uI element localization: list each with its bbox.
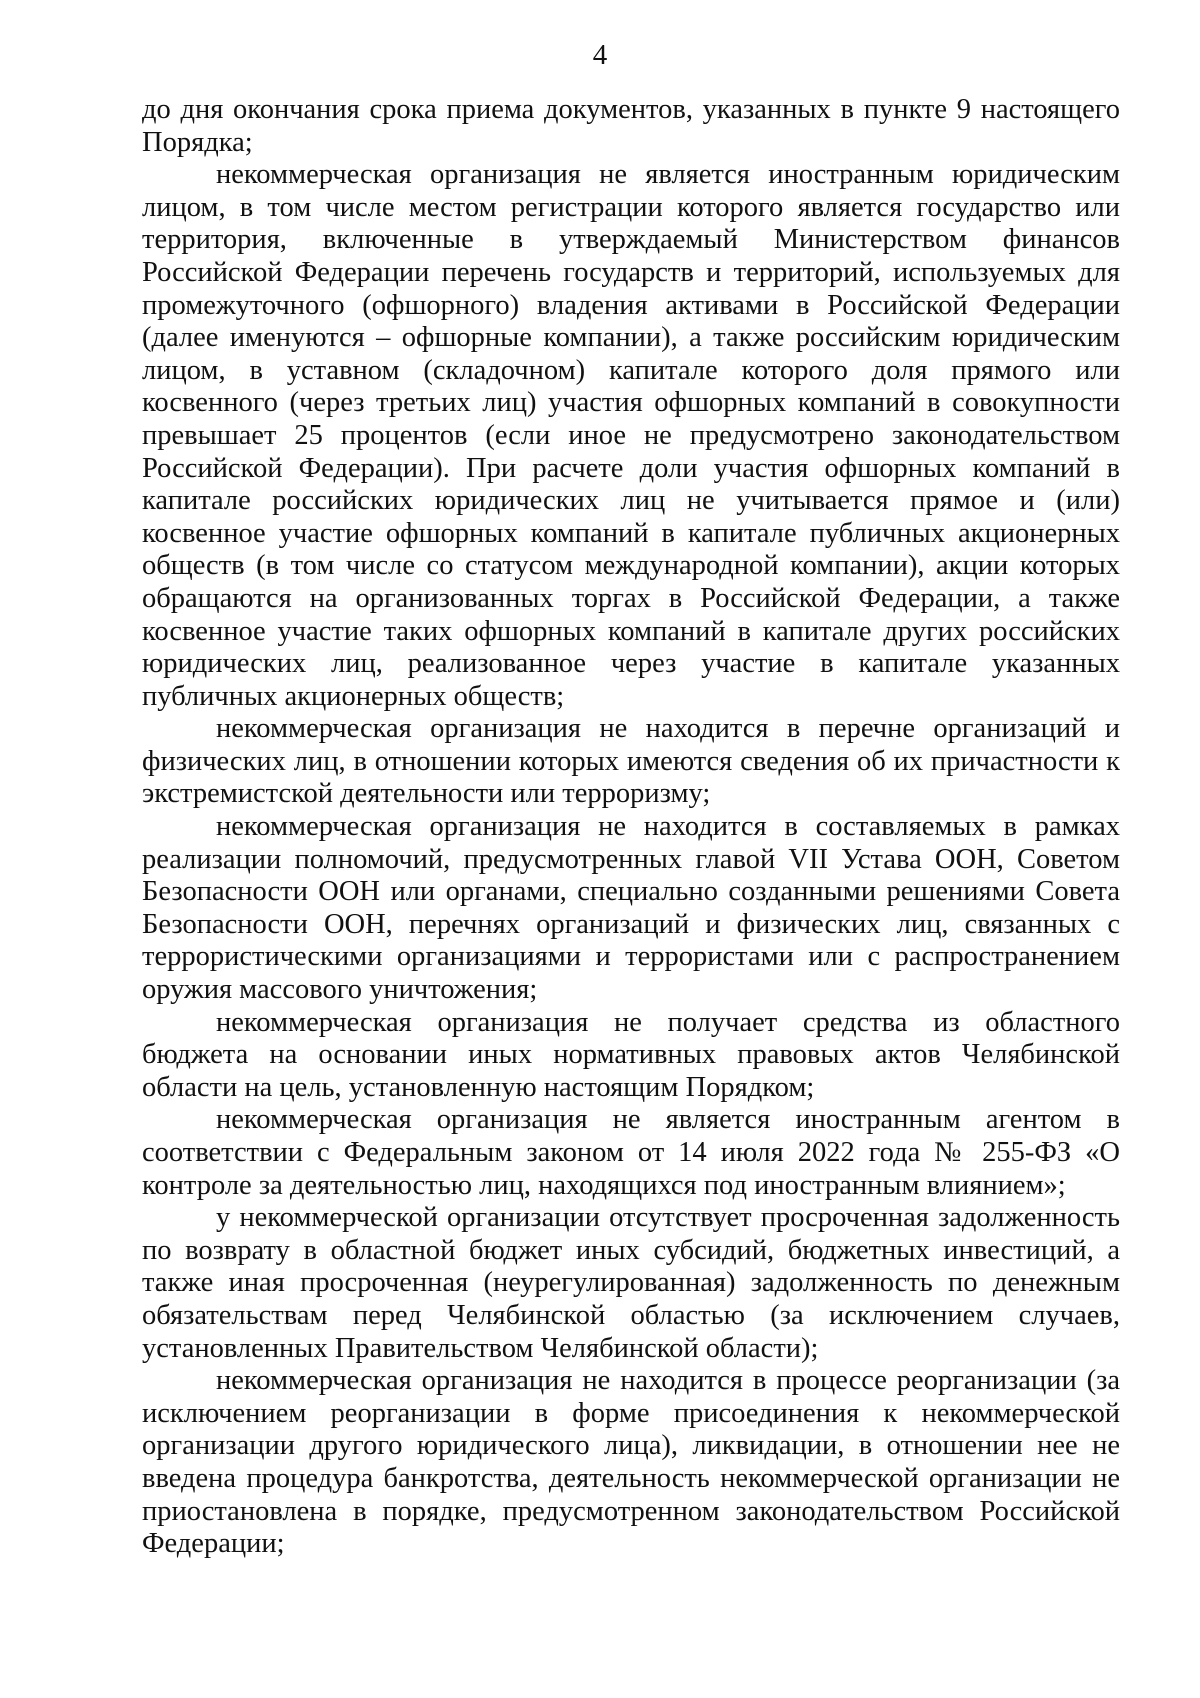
paragraph-offshore-condition: некоммерческая организация не является иностранным юридическим лицом, в том числе местом регистрации которого является государство или территория, включенные в утверждаемый Министерством финансов Российской Федерации перечень государств и территорий, используемых для промежуточного (офшорного) владения активами в Российской Федерации (далее именуются – офшорные компании), а также российским юридическим лицом, в уставном (складочном) капитале которого доля прямого или косвенного (через третьих лиц) участия офшорных компаний в совокупности превышает 25 процентов (если иное не предусмотрено законодательством Российской Федерации). При расчете доли участия офшорных компаний в капитале российских юридических лиц не учитывается прямое и (или) косвенное участие офшорных компаний в капитале публичных акционерных обществ (в том числе со статусом международной компании), акции которых обращаются на организованных торгах в Российской Федерации, а также косвенное участие таких офшорных компаний в капитале других российских юридических лиц, реализованное через участие в капитале указанных публичных акционерных обществ;	[142, 159, 1120, 712]
paragraph-un-lists-condition: некоммерческая организация не находится в составляемых в рамках реализации полномочий, предусмотренных главой VII Устава ООН, Советом Безопасности ООН или органами, специально созданными решениями Совета Безопасности ООН, перечнях организаций и физических лиц, связанных с террористическими организациями и террористами или с распространением оружия массового уничтожения;	[142, 811, 1120, 1006]
paragraph-reorganization-condition: некоммерческая организация не находится в процессе реорганизации (за исключением реорганизации в форме присоединения к некоммерческой организации другого юридического лица), ликвидации, в отношении нее не введена процедура банкротства, деятельность некоммерческой организации не приостановлена в порядке, предусмотренном законодательством Российской Федерации;	[142, 1365, 1120, 1560]
paragraph-continuation: до дня окончания срока приема документов, указанных в пункте 9 настоящего Порядка;	[142, 94, 1120, 158]
paragraph-extremism-condition: некоммерческая организация не находится в перечне организаций и физических лиц, в отношении которых имеются сведения об их причастности к экстремистской деятельности или терроризму;	[142, 713, 1120, 810]
document-body	[142, 94, 1120, 1561]
paragraph-foreign-agent-condition: некоммерческая организация не является иностранным агентом в соответствии с Федеральным законом от 14 июля 2022 года № 255-ФЗ «О контроле за деятельностью лиц, находящихся под иностранным влиянием»;	[142, 1104, 1120, 1201]
paragraph-debt-condition: у некоммерческой организации отсутствует просроченная задолженность по возврату в областной бюджет иных субсидий, бюджетных инвестиций, а также иная просроченная (неурегулированная) задолженность по денежным обязательствам перед Челябинской областью (за исключением случаев, установленных Правительством Челябинской области);	[142, 1202, 1120, 1364]
paragraph-budget-funds-condition: некоммерческая организация не получает средства из областного бюджета на основании иных нормативных правовых актов Челябинской области на цель, установленную настоящим Порядком;	[142, 1006, 1120, 1103]
page-number: 4	[592, 39, 608, 71]
